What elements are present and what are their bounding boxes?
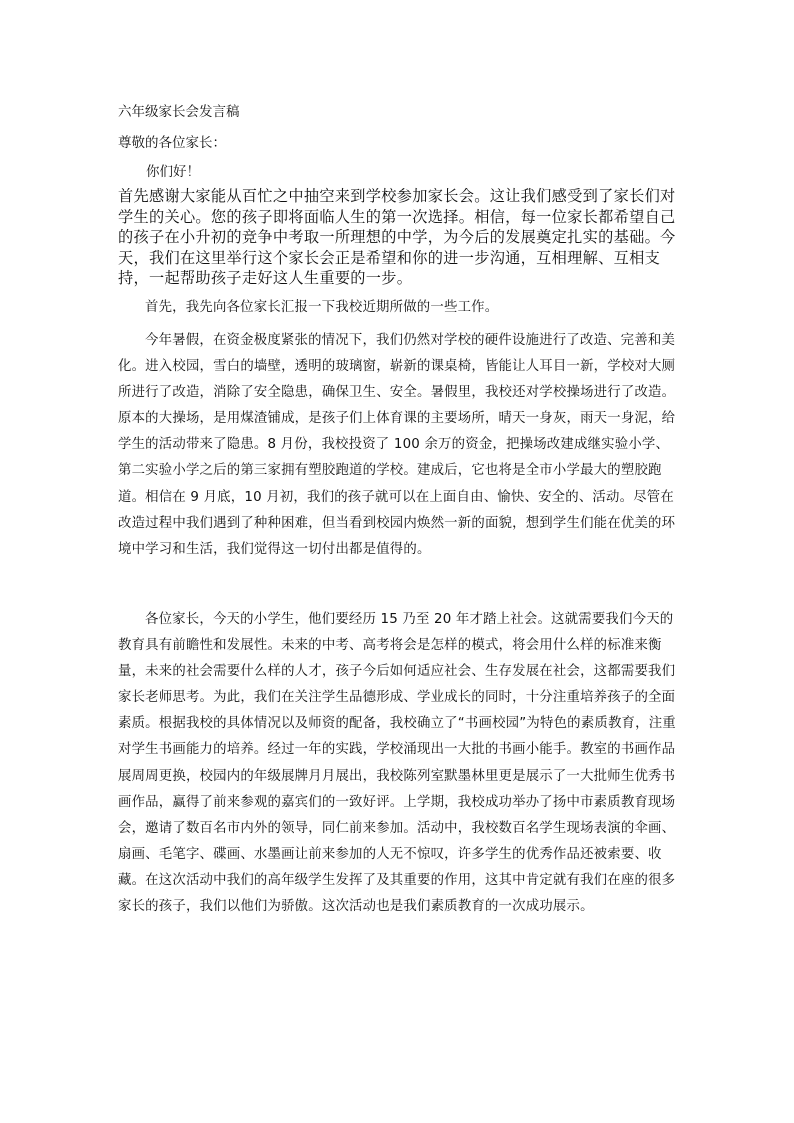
body-paragraph: 首先，我先向各位家长汇报一下我校近期所做的一些工作。 [145, 300, 499, 315]
document-title: 六年级家长会发言稿 [118, 104, 240, 120]
salutation: 尊敬的各位家长： [118, 135, 226, 151]
intro-paragraph: 首先感谢大家能从百忙之中抽空来到学校参加家长会。这让我们感受到了家长们对学生的关心。您的孩子即将面临人生的第一次选择。相信，每一位家长都希望自己的孩子在小升初的竞争中考取一所理想的中学，为今后的发展奠定扎实的基础。今天，我们在这里举行这个家长会正是希望和你的进一步沟通，互相理解、互相支持，一起帮助孩子走好这人生重要的一步。 [118, 187, 676, 287]
greeting: 你们好！ [146, 164, 200, 180]
body-paragraph: 今年暑假，在资金极度紧张的情况下，我们仍然对学校的硬件设施进行了改造、完善和美化。进入校园，雪白的墙壁，透明的玻璃窗，崭新的课桌椅，皆能让人耳目一新，学校对大厕所进行了改造，消除了安全隐患，确保卫生、安全。暑假里，我校还对学校操场进行了改造。原本的大操场，是用煤渣铺成，是孩子们上体育课的主要场所，晴天一身灰，雨天一身泥，给学生的活动带来了隐患。8 月份，我校投资了 100 余万的资金，把操场改建成继实验小学、第二实验小学之后的第三家拥有塑胶跑道的学校。建成后，它也将是全市小学最大的塑胶跑道。相信在 9 月底，10 月初，我们的孩子就可以在上面自由、愉快、安全的、活动。尽管在改造过程中我们遇到了种种困难，但当看到校园内焕然一新的面貌，想到学生们能在优美的环境中学习和生活，我们觉得这一切付出都是值得的。 [118, 333, 676, 557]
body-paragraph: 各位家长，今天的小学生，他们要经历 15 乃至 20 年才踏上社会。这就需要我们今天的教育具有前瞻性和发展性。未来的中考、高考将会是怎样的模式，将会用什么样的标准来衡量，未来的社会需要什么样的人才，孩子今后如何适应社会、生存发展在社会，这都需要我们家长老师思考。为此，我们在关注学生品德形成、学业成长的同时，十分注重培养孩子的全面素质。根据我校的具体情况以及师资的配备，我校确立了“书画校园”为特色的素质教育，注重对学生书画能力的培养。经过一年的实践，学校涌现出一大批的书画小能手。教室的书画作品展周周更换，校园内的年级展牌月月展出，我校陈列室默墨林里更是展示了一大批师生优秀书画作品，赢得了前来参观的嘉宾们的一致好评。上学期，我校成功举办了扬中市素质教育现场会，邀请了数百名市内外的领导，同仁前来参加。活动中，我校数百名学生现场表演的伞画、扇画、毛笔字、碟画、水墨画让前来参加的人无不惊叹，许多学生的优秀作品还被索要、收藏。在这次活动中我们的高年级学生发挥了及其重要的作用，这其中肯定就有我们在座的很多家长的孩子，我们以他们为骄傲。这次活动也是我们素质教育的一次成功展示。 [118, 612, 676, 915]
